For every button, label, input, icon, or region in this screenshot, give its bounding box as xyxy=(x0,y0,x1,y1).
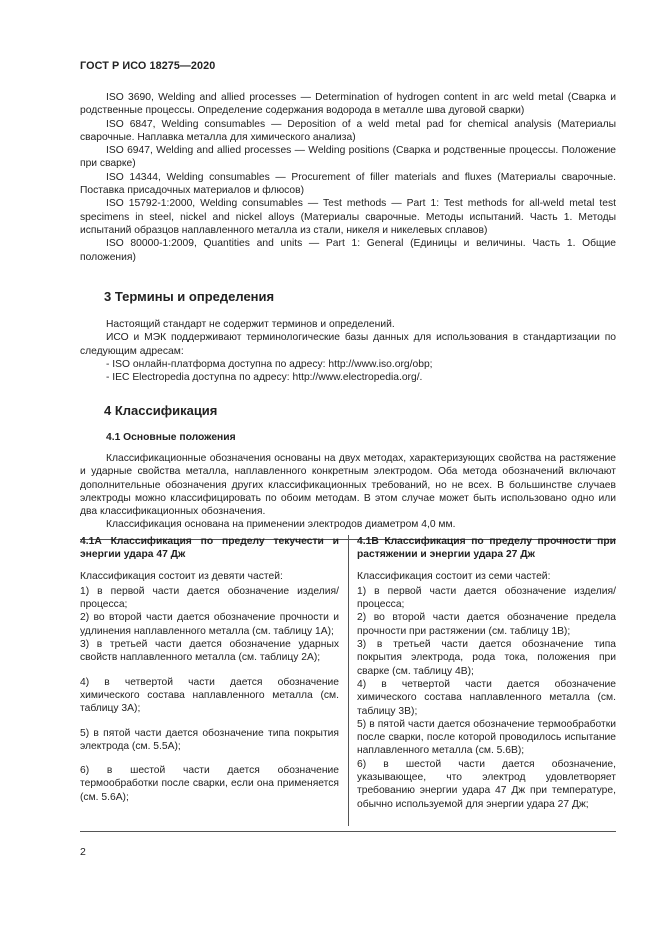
list-item: 6) в шестой части дается обозначение, указывающее, что электрод удовлетворяет требованию энергии удара 47 Дж при температуре, обычно используемой для энергии удара 27 Дж; xyxy=(357,758,616,810)
column-a-heading: 4.1А Классификация по пределу текучести и энергии удара 47 Дж xyxy=(80,536,339,561)
page-number: 2 xyxy=(80,846,86,858)
reference-item: ISO 3690, Welding and allied processes — Determination of hydrogen content in arc weld metal (Сварка и родственные процессы. Определение содержания водорода в металле шва дуговой сварки) xyxy=(80,92,616,117)
list-item: 2) во второй части дается обозначение предела прочности при растяжении (см. таблицу 1В); xyxy=(357,612,616,637)
section-4-heading: 4 Классификация xyxy=(104,403,218,418)
normative-references xyxy=(80,91,616,264)
reference-item: ISO 14344, Welding consumables — Procurement of filler materials and fluxes (Материалы сварочные. Поставка присадочных материалов и флюсов) xyxy=(80,171,616,197)
address-list-item: - IEC Electropedia доступна по адресу: http://www.electropedia.org/. xyxy=(106,372,423,384)
document-code: ГОСТ Р ИСО 18275—2020 xyxy=(80,60,216,72)
reference-item: ISO 15792-1:2000, Welding consumables — Test methods — Part 1: Test methods for all-weld metal test specimens in steel, nickel and nickel alloys (Материалы сварочные. Методы испытаний. Часть 1. Методы испытаний образцов наплавленного металла из стали, никеля и никелевых сплавов) xyxy=(80,198,616,236)
list-item: 3) в третьей части дается обозначение ударных свойств наплавленного металла (см. таблицу 2А); xyxy=(80,639,339,664)
paragraph: Классификационные обозначения основаны на двух методах, характеризующих свойства на растяжение и ударные свойства металла, наплавленного конкретным электродом. Оба метода обозначений включают дополнительные обозначения других классификационных требований, но не всех. В большинстве случаев электроды можно классифицировать по обоим методам. В этом случае может быть использовано одно или два классификационных обозначения. xyxy=(80,453,616,518)
subsection-4-1-body xyxy=(80,452,616,532)
classification-column-a xyxy=(80,535,339,804)
list-item: 6) в шестой части дается обозначение термообработки после сварки, если она применяется (см. 5.6А); xyxy=(80,765,339,803)
list-item: 5) в пятой части дается обозначение типа покрытия электрода (см. 5.5А); xyxy=(80,727,339,752)
column-divider xyxy=(348,535,349,826)
list-item: 1) в первой части дается обозначение изделия/процесса; xyxy=(357,585,616,611)
column-b-heading: 4.1В Классификация по пределу прочности при растяжении и энергии удара 27 Дж xyxy=(357,536,616,561)
column-a-intro: Классификация состоит из девяти частей: xyxy=(80,570,283,582)
paragraph: Настоящий стандарт не содержит терминов и определений. xyxy=(106,319,395,330)
reference-item: ISO 6947, Welding and allied processes — Welding positions (Сварка и родственные процессы. Положение при сварке) xyxy=(80,145,616,170)
paragraph: ИСО и МЭК поддерживают терминологические базы данных для использования в стандартизации по следующим адресам: xyxy=(80,332,616,357)
list-item: 3) в третьей части дается обозначение типа покрытия электрода, рода тока, положения при сварке (см. таблицу 4В); xyxy=(357,639,616,677)
reference-item: ISO 6847, Welding consumables — Deposition of a weld metal pad for chemical analysis (Материалы сварочные. Наплавка металла для химического анализа) xyxy=(80,118,616,143)
reference-item: ISO 80000-1:2009, Quantities and units — Part 1: General (Единицы и величины. Часть 1. Общие положения) xyxy=(80,238,616,263)
column-table-bottom-rule xyxy=(80,831,616,832)
classification-column-b xyxy=(357,535,616,811)
column-b-intro: Классификация состоит из семи частей: xyxy=(357,570,551,582)
address-list-item: - ISO онлайн-платформа доступна по адресу: http://www.iso.org/obp; xyxy=(106,358,433,370)
list-item: 4) в четвертой части дается обозначение химического состава наплавленного металла (см. таблицу 3А); xyxy=(80,676,339,715)
subsection-4-1-heading: 4.1 Основные положения xyxy=(106,432,236,443)
list-item: 4) в четвертой части дается обозначение химического состава наплавленного металла (см. таблицу 3В); xyxy=(357,678,616,717)
section-3-heading: 3 Термины и определения xyxy=(104,289,275,304)
paragraph: Классификация основана на применении электродов диаметром 4,0 мм. xyxy=(106,519,456,531)
list-item: 5) в пятой части дается обозначение термообработки после сварки, после которой проводилось испытание наплавленного металла (см. 5.6В); xyxy=(357,718,616,757)
list-item: 2) во второй части дается обозначение прочности и удлинения наплавленного металла (см. таблицу 1А); xyxy=(80,612,339,637)
section-3-body xyxy=(80,318,616,384)
list-item: 1) в первой части дается обозначение изделия/процесса; xyxy=(80,585,339,611)
